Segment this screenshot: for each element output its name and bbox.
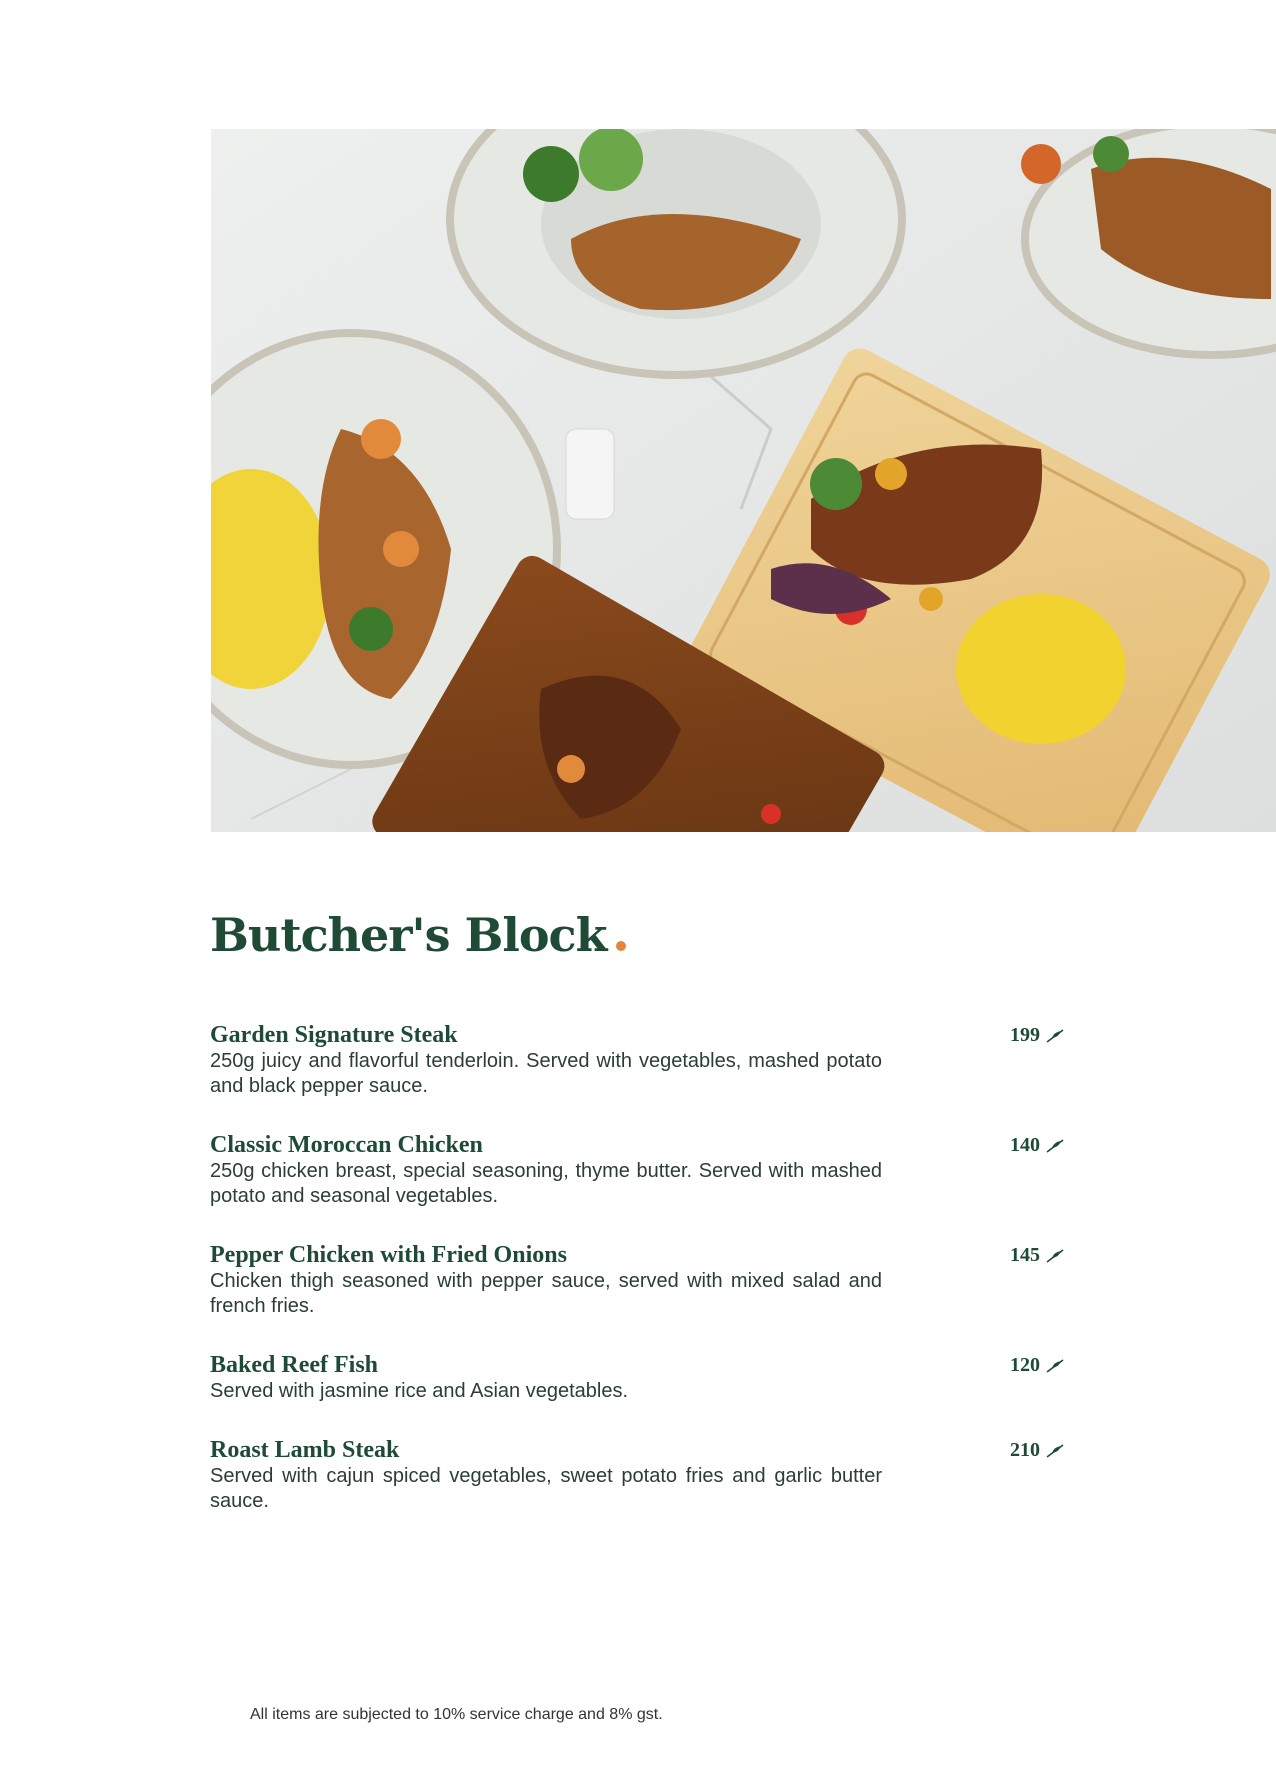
menu-item-price [1010,1024,1064,1047]
leaf-icon [1046,1444,1064,1458]
price-value: 199 [1010,1024,1040,1046]
price-value: 210 [1010,1439,1040,1461]
menu-item-name: Roast Lamb Steak [210,1437,400,1463]
menu-item-name: Baked Reef Fish [210,1352,378,1378]
menu-item-description: Served with cajun spiced vegetables, sweet potato fries and garlic butter sauce. [210,1465,882,1512]
menu-item [210,1437,1080,1547]
menu-item-description: 250g juicy and flavorful tenderloin. Served with vegetables, mashed potato and black pepper sauce. [210,1050,882,1097]
menu-item-name: Garden Signature Steak [210,1022,458,1048]
leaf-icon [1046,1029,1064,1043]
menu-item-price [1010,1134,1064,1157]
menu-item-description: 250g chicken breast, special seasoning, thyme butter. Served with mashed potato and seasonal vegetables. [210,1160,882,1207]
menu-item-price [1010,1354,1064,1377]
menu-item-name: Classic Moroccan Chicken [210,1132,483,1158]
menu-list [210,1022,1080,1547]
food-photo-illustration [211,129,1276,832]
menu-item-price [1010,1439,1064,1462]
price-value: 140 [1010,1134,1040,1156]
leaf-icon [1046,1249,1064,1263]
section-title: Butcher's Block [210,908,607,962]
menu-item-description: Chicken thigh seasoned with pepper sauce, served with mixed salad and french fries. [210,1270,882,1317]
menu-item [210,1352,1080,1437]
price-value: 120 [1010,1354,1040,1376]
leaf-icon [1046,1359,1064,1373]
menu-item [210,1022,1080,1132]
leaf-icon [1046,1139,1064,1153]
accent-dot [616,941,626,951]
menu-item [210,1242,1080,1352]
menu-item-price [1010,1244,1064,1267]
price-value: 145 [1010,1244,1040,1266]
menu-item-name: Pepper Chicken with Fried Onions [210,1242,567,1268]
service-charge-note: All items are subjected to 10% service charge and 8% gst. [250,1706,663,1723]
menu-item [210,1132,1080,1242]
section-header [210,908,626,962]
menu-item-description: Served with jasmine rice and Asian vegetables. [210,1380,629,1402]
food-photo [211,129,1276,832]
